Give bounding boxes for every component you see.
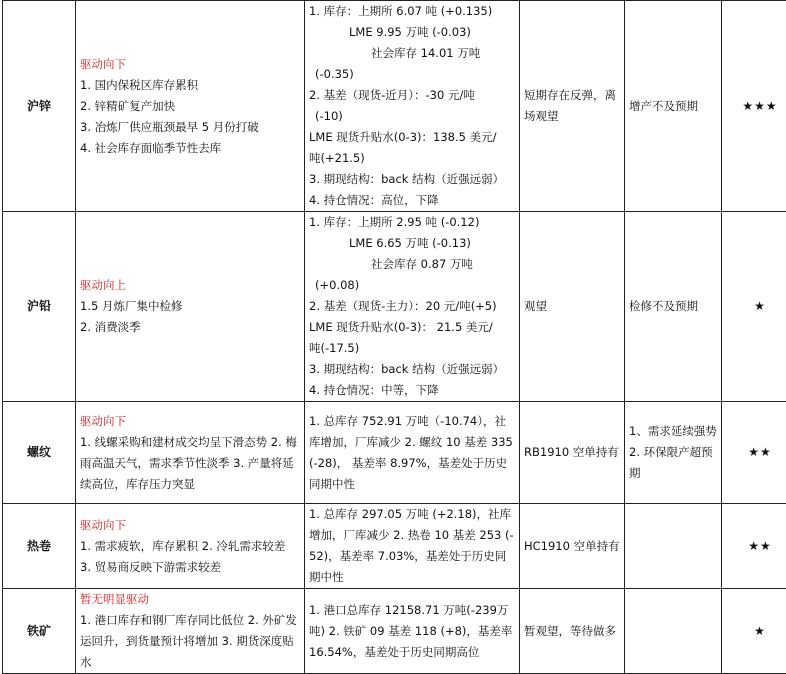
table-row-lead xyxy=(3,212,786,402)
table-row-hot-coil xyxy=(3,504,786,589)
rating-stars: ★★★ xyxy=(722,1,786,212)
fund-line: 2. 基差（现货-主力）：20 元/吨(+5) xyxy=(309,296,515,317)
risk-cell xyxy=(625,504,722,589)
rating-stars: ★★ xyxy=(722,504,786,589)
fund-line: 社会库存 0.87 万吨 xyxy=(309,254,515,275)
fund-line: (-10) xyxy=(309,106,515,127)
fundamentals-cell: 1. 总库存 297.05 万吨 (+2.18)，社库增加，厂库减少 2. 热卷 10 基差 253 (-52)，基差率 7.03%，基差处于历史同期中性 xyxy=(305,504,520,589)
driver-text: 1. 港口库存和钢厂库存同比低位 2. 外矿发运回升，到货量预计将增加 3. 期货深度贴水 xyxy=(80,613,297,669)
driver-line: 1.5 月炼厂集中检修 xyxy=(80,296,300,317)
driver-title: 暂无明显驱动 xyxy=(80,589,300,610)
commodity-name: 铁矿 xyxy=(3,589,76,674)
commodity-name: 沪铅 xyxy=(3,212,76,402)
fund-line: 吨(+21.5) xyxy=(309,148,515,169)
driver-text: 1. 线螺采购和建材成交均呈下滑态势 2. 梅雨高温天气，需求季节性淡季 3. 产量将延续高位，库存压力突显 xyxy=(80,435,297,491)
fund-line: (+0.08) xyxy=(309,275,515,296)
driver-title: 驱动向上 xyxy=(80,275,300,296)
view-cell: 观望 xyxy=(520,212,625,402)
risk-cell xyxy=(625,589,722,674)
fundamentals-cell xyxy=(305,1,520,212)
fund-line: LME 6.65 万吨 (-0.13) xyxy=(309,233,515,254)
commodity-name: 螺纹 xyxy=(3,402,76,504)
fund-line: 1. 库存：上期所 2.95 吨 (-0.12) xyxy=(309,212,515,233)
driver-text: 1. 需求疲软，库存累积 2. 冷轧需求较差 3. 贸易商反映下游需求较差 xyxy=(80,539,285,574)
driver-line: 2. 消费淡季 xyxy=(80,317,300,338)
fundamentals-cell: 1. 总库存 752.91 万吨（-10.74），社库增加，厂库减少 2. 螺纹 10 基差 335 (-28)， 基差率 8.97%，基差处于历史同期中性 xyxy=(305,402,520,504)
table-row-rebar xyxy=(3,402,786,504)
fund-line: 3. 期现结构：back 结构（近强远弱） xyxy=(309,169,515,190)
rating-stars: ★ xyxy=(722,589,786,674)
view-cell: 短期存在反弹，离场观望 xyxy=(520,1,625,212)
driver-cell xyxy=(76,402,305,504)
fund-line: 3. 期现结构：back 结构（近强远弱） xyxy=(309,359,515,380)
driver-line: 2. 锌精矿复产加快 xyxy=(80,96,300,117)
driver-cell xyxy=(76,1,305,212)
fund-line: LME 9.95 万吨 (-0.03) xyxy=(309,22,515,43)
risk-cell: 增产不及预期 xyxy=(625,1,722,212)
fund-line: 4. 持仓情况：中等，下降 xyxy=(309,380,515,401)
driver-title: 驱动向下 xyxy=(80,515,300,536)
table-row-zinc xyxy=(3,1,786,212)
view-cell: 暂观望，等待做多 xyxy=(520,589,625,674)
rating-stars: ★★ xyxy=(722,402,786,504)
fund-line: (-0.35) xyxy=(309,64,515,85)
commodity-name: 热卷 xyxy=(3,504,76,589)
driver-cell xyxy=(76,504,305,589)
driver-line: 4. 社会库存面临季节性去库 xyxy=(80,138,300,159)
risk-cell: 检修不及预期 xyxy=(625,212,722,402)
risk-cell: 1、需求延续强势 2. 环保限产超预期 xyxy=(625,402,722,504)
driver-title: 驱动向下 xyxy=(80,54,300,75)
driver-line: 3. 冶炼厂供应瓶颈最早 5 月份打破 xyxy=(80,117,300,138)
driver-line: 1. 国内保税区库存累积 xyxy=(80,75,300,96)
driver-title: 驱动向下 xyxy=(80,411,300,432)
fundamentals-cell xyxy=(305,212,520,402)
fund-line: LME 现货升贴水(0-3)：138.5 美元/ xyxy=(309,127,515,148)
driver-cell xyxy=(76,589,305,674)
fund-line: 1. 库存：上期所 6.07 吨 (+0.135) xyxy=(309,1,515,22)
commodity-strategy-table xyxy=(2,0,786,674)
driver-cell xyxy=(76,212,305,402)
fund-line: 社会库存 14.01 万吨 xyxy=(309,43,515,64)
rating-stars: ★ xyxy=(722,212,786,402)
fund-line: 2. 基差（现货-近月）：-30 元/吨 xyxy=(309,85,515,106)
fund-line: 吨(-17.5) xyxy=(309,338,515,359)
fundamentals-cell: 1. 港口总库存 12158.71 万吨(-239万吨) 2. 铁矿 09 基差 118 (+8)，基差率 16.54%，基差处于历史同期高位 xyxy=(305,589,520,674)
view-cell: RB1910 空单持有 xyxy=(520,402,625,504)
fund-line: 4. 持仓情况：高位，下降 xyxy=(309,190,515,211)
view-cell: HC1910 空单持有 xyxy=(520,504,625,589)
table-row-iron-ore xyxy=(3,589,786,674)
fund-line: LME 现货升贴水(0-3)： 21.5 美元/ xyxy=(309,317,515,338)
commodity-name: 沪锌 xyxy=(3,1,76,212)
